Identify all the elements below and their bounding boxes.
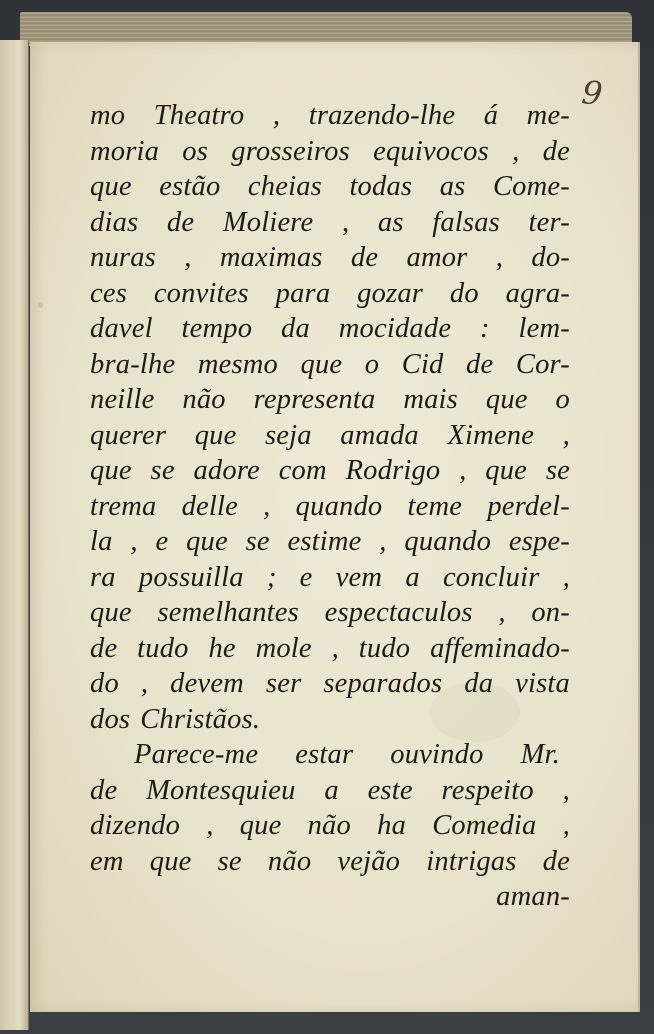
text-line: trema delle , quando teme perdel-: [90, 490, 570, 522]
text-line: mo Theatro , trazendo-lhe á me-: [90, 100, 570, 131]
text-line: neille não representa mais que o: [90, 384, 570, 415]
text-line: Parece-me estar ouvindo Mr.: [134, 739, 560, 770]
ink-spot: [38, 302, 43, 308]
text-line: de tudo he mole , tudo affeminado-: [90, 632, 570, 664]
text-line: dias de Moliere , as falsas ter-: [90, 206, 570, 238]
text-line: que se adore com Rodrigo , que se: [90, 455, 570, 486]
page-edges: [20, 12, 632, 46]
book-page: [30, 42, 640, 1012]
text-line: moria os grosseiros equivocos , de: [90, 135, 570, 167]
page-text: [90, 98, 570, 915]
text-line: querer que seja amada Ximene ,: [90, 419, 570, 451]
text-line: de Montesquieu a este respeito ,: [90, 774, 570, 806]
text-line: la , e que se estime , quando espe-: [90, 526, 570, 557]
text-line: que semelhantes espectaculos , on-: [90, 597, 570, 628]
previous-page-edge: [0, 40, 29, 1030]
text-line: dizendo , que não ha Comedia ,: [90, 810, 570, 841]
text-line: do , devem ser separados da vista: [90, 668, 570, 699]
text-line: davel tempo da mocidade : lem-: [90, 313, 570, 344]
text-line: em que se não vejão intrigas de: [90, 845, 570, 877]
text-line: bra-lhe mesmo que o Cid de Cor-: [90, 348, 570, 380]
text-line: que estão cheias todas as Come-: [90, 171, 570, 202]
text-line: ces convites para gozar do agra-: [90, 277, 570, 309]
text-line: ra possuilla ; e vem a concluir ,: [90, 561, 570, 593]
catchword: aman-: [496, 881, 570, 912]
page-number: 9: [580, 73, 605, 113]
text-line: dos Christãos.: [90, 703, 261, 735]
text-line: nuras , maximas de amor , do-: [90, 242, 570, 273]
